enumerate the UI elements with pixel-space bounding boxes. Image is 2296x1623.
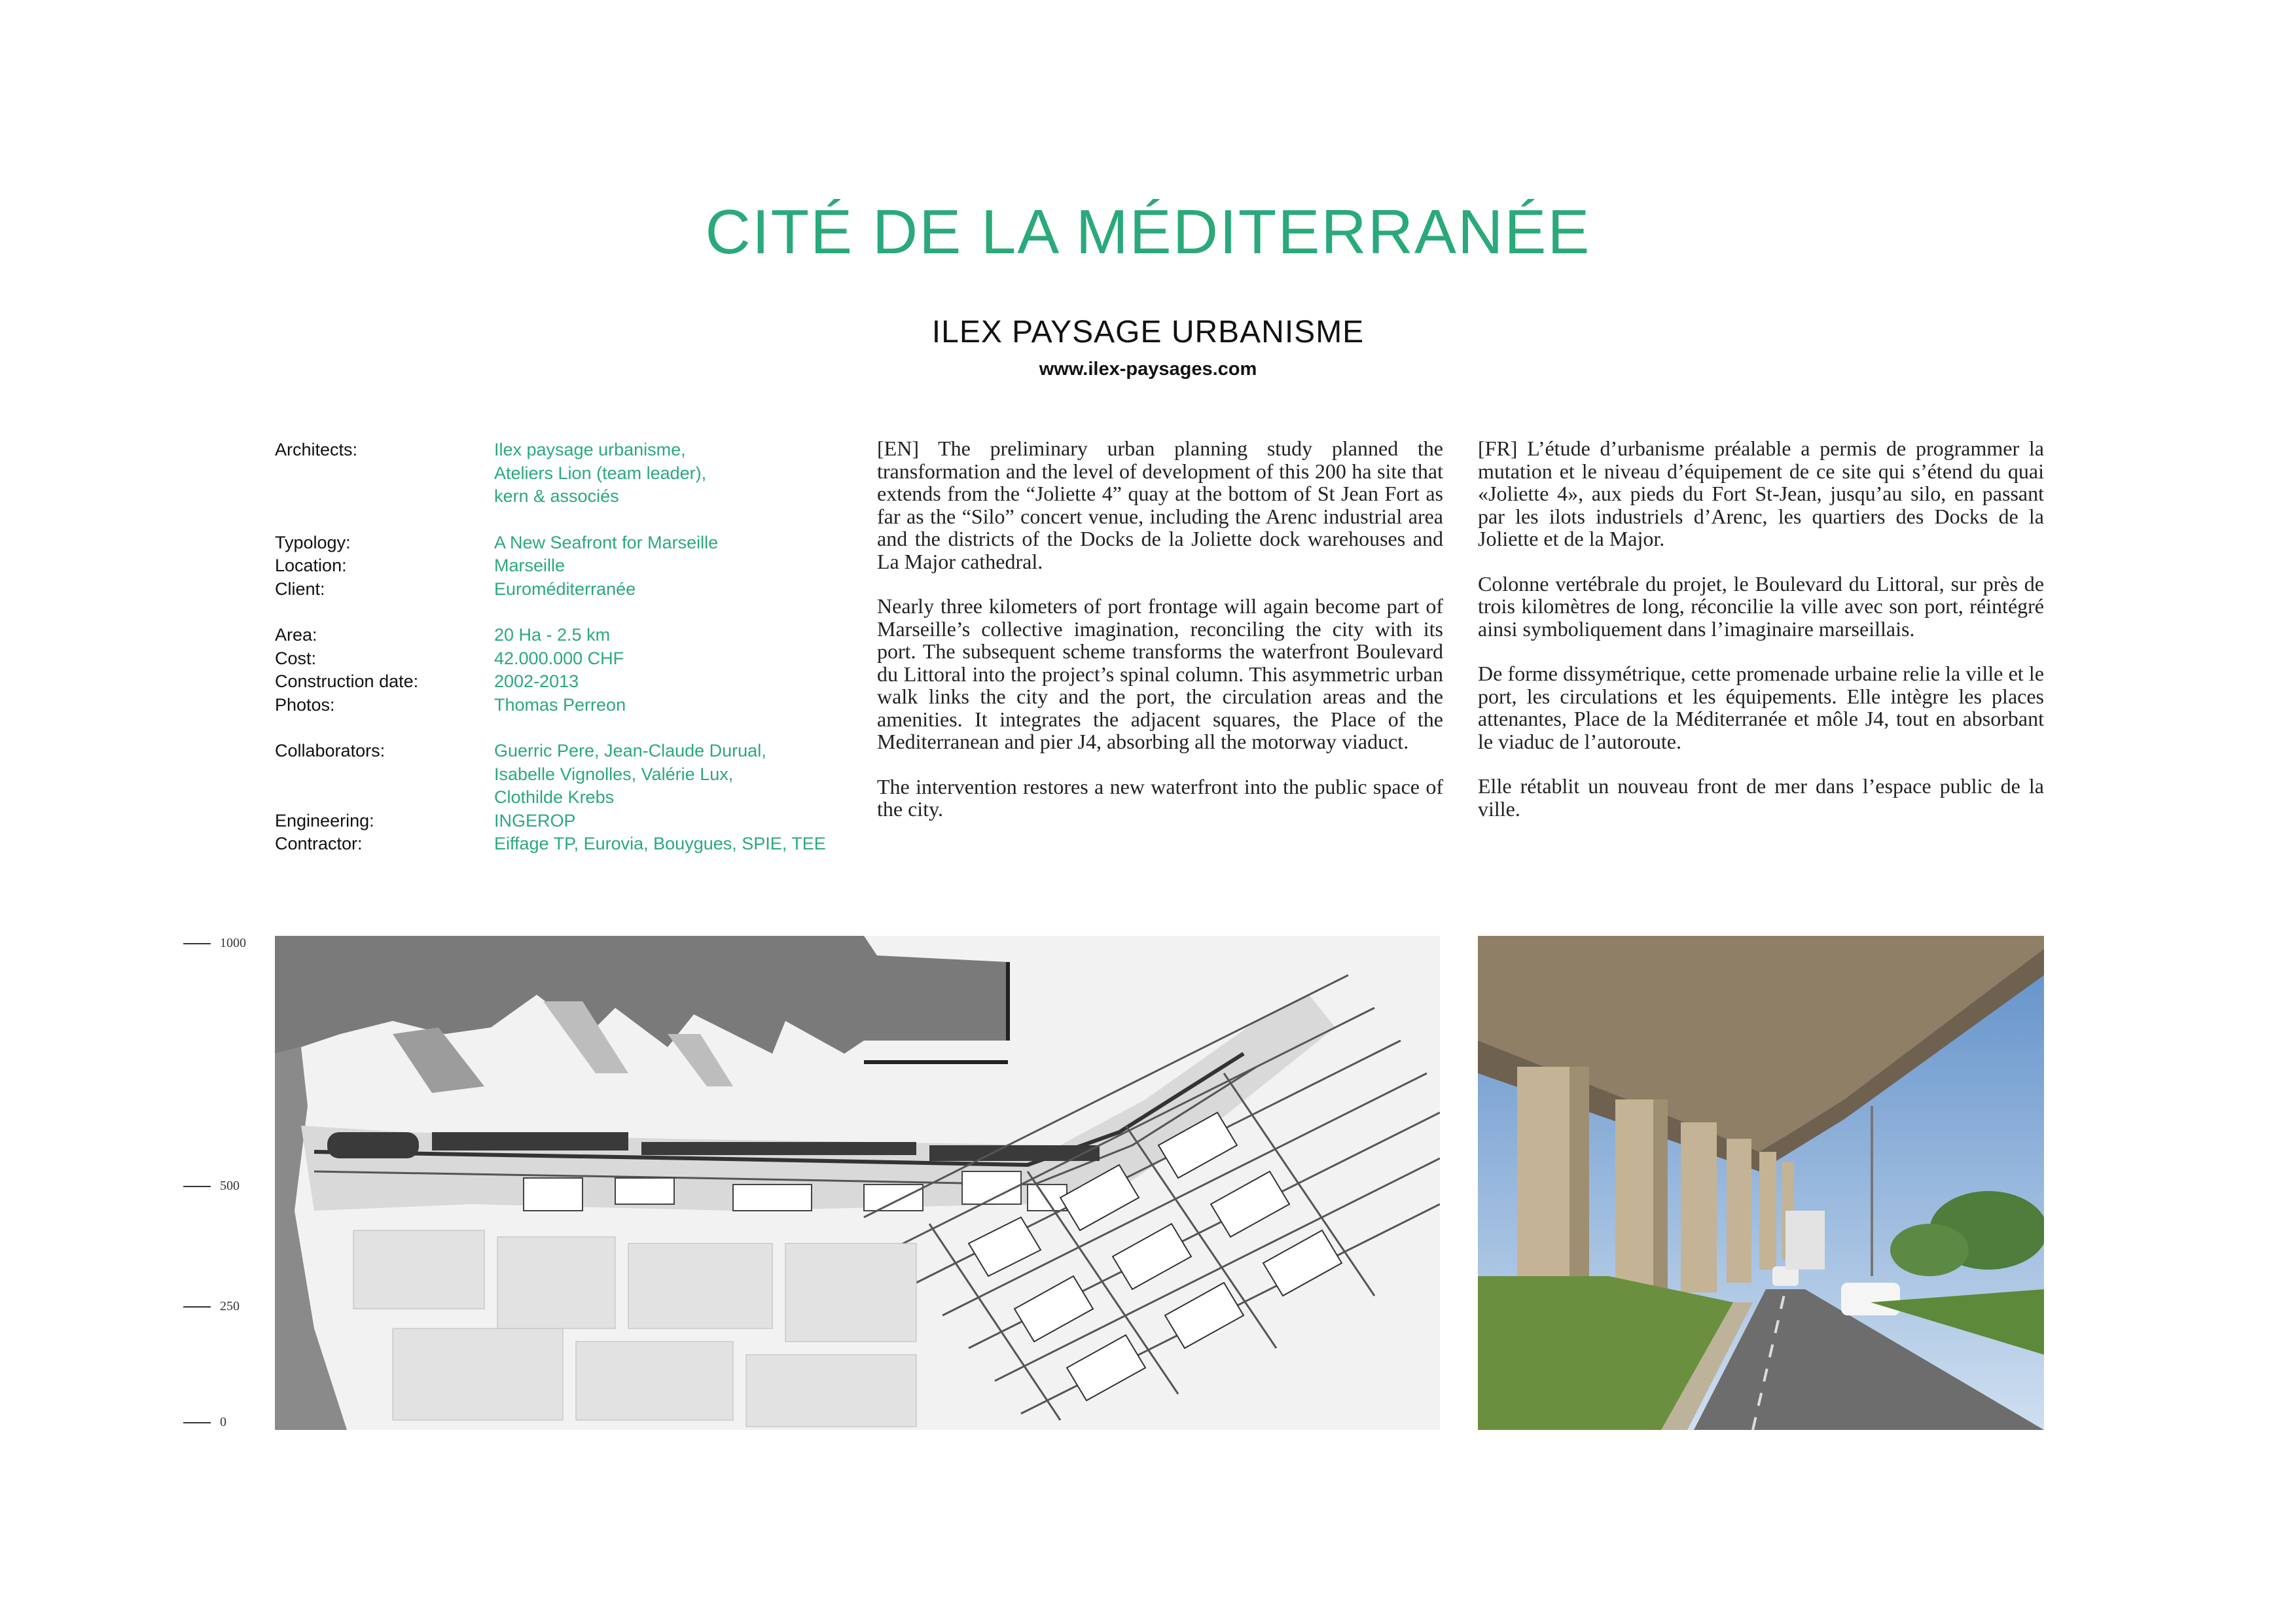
fr-paragraph: Elle rétablit un nouveau front de mer dans l’espace public de la ville. [1478,774,2044,821]
cost-row [275,647,877,671]
collaborator-line: Clothilde Krebs [494,787,615,807]
old-city-texture [353,1230,916,1427]
area-label: Area: [275,625,317,645]
date-label: Construction date: [275,671,419,691]
firm-name: ILEX PAYSAGE URBANISME [931,315,1365,349]
fr-paragraph: De forme dissymétrique, cette promenade urbaine relie la ville et le port, les circulations et les équipements. Elle intègre les places attenantes, Place de la Méditerranée et môle J4, tout en absorbant le viaduc de l’autoroute. [1478,662,2044,753]
scale-mark-0 [183,1415,226,1430]
fr-paragraph: [FR] L’étude d’urbanisme préalable a permis de programmer la mutation et le niveau d’équipement de ce site qui s’étend du quai «Joliette 4», aux pieds du Fort St-Jean, jusqu’au silo, en passant par les ilots industriels d’Arenc, les quartiers des Docks de la Joliette et de la Major. [1478,437,2044,550]
engineering-row [275,810,877,833]
contractor-value: Eiffage TP, Eurovia, Bouygues, SPIE, TEE [494,834,826,853]
architect-line: Ateliers Lion (team leader), [494,463,707,483]
en-paragraph: [EN] The preliminary urban planning study planned the transformation and the level of development of this 200 ha site that extends from the “Joliette 4” quay at the bottom of St Jean Fort as far as the “Silo” concert venue, including the Arenc industrial area and the districts of the Docks de la Joliette dock warehouses and La Major cathedral. [877,437,1443,573]
client-row [275,578,877,601]
fr-paragraph: Colonne vertébrale du projet, le Boulevard du Littoral, sur près de trois kilomètres de long, réconcilie la ville avec son port, réintégré ainsi symboliquement dans l’imaginaire marseillais. [1478,571,2044,641]
engineering-label: Engineering: [275,810,374,830]
scale-mark-250 [183,1299,240,1314]
architects-label: Architects: [275,440,358,459]
date-value: 2002-2013 [494,671,579,691]
collaborator-line: Guerric Pere, Jean-Claude Durual, [494,741,766,760]
tree [1890,1224,1969,1276]
collaborators-label: Collaborators: [275,741,386,760]
cost-value: 42.000.000 CHF [494,648,624,668]
collaborators-row [275,740,877,810]
photos-value: Thomas Perreon [494,694,626,715]
date-row [275,670,877,694]
french-description [1478,437,2044,842]
architects-row [275,438,877,508]
viaduct-photo [1478,936,2044,1430]
architect-line: kern & associés [494,486,619,506]
area-row [275,624,877,647]
collaborators-value [494,740,766,810]
collaborator-line: Isabelle Vignolles, Valérie Lux, [494,764,734,784]
en-paragraph: Nearly three kilometers of port frontage will again become part of Marseille’s collective imagination, reconciling the city with its port. The subsequent scheme transforms the waterfront Boulevard du Littoral into the project’s spinal column. This asymmetric urban walk links the city and the port, the circulation areas and the amenities. It integrates the adjacent squares, the Place of the Mediterranean and pier J4, absorbing all the motorway viaduct. [877,594,1443,753]
typology-label: Typology: [275,532,351,552]
cost-label: Cost: [275,648,317,668]
project-info [275,438,877,856]
photos-label: Photos: [275,694,335,715]
engineering-value: INGEROP [494,810,576,830]
typology-row [275,531,877,555]
scale-label: 500 [220,1179,240,1193]
lamp-post [1871,1106,1873,1276]
location-row [275,554,877,578]
scale-mark-1000 [183,936,246,951]
area-value: 20 Ha - 2.5 km [494,625,611,645]
client-label: Client: [275,579,325,599]
website-link[interactable]: www.ilex-paysages.com [1039,359,1257,380]
client-value: Euroméditerranée [494,579,636,599]
building [1785,1211,1825,1270]
quay-edge [864,1060,1008,1064]
contractor-label: Contractor: [275,834,363,853]
architect-line: Ilex paysage urbanisme, [494,440,686,459]
location-value: Marseille [494,556,565,575]
car [1841,1283,1900,1315]
typology-value: A New Seafront for Marseille [494,532,719,552]
scale-mark-500 [183,1179,240,1194]
architects-value [494,438,706,508]
site-plan-drawing [275,936,1440,1430]
location-label: Location: [275,556,347,575]
page-title: CITÉ DE LA MÉDITERRANÉE [705,197,1591,267]
scale-label: 0 [220,1415,226,1429]
scale-label: 250 [220,1299,240,1313]
en-paragraph: The intervention restores a new waterfront into the public space of the city. [877,774,1443,821]
scale-label: 1000 [220,936,246,950]
photos-row [275,694,877,717]
english-description [877,437,1443,843]
contractor-row [275,832,877,856]
